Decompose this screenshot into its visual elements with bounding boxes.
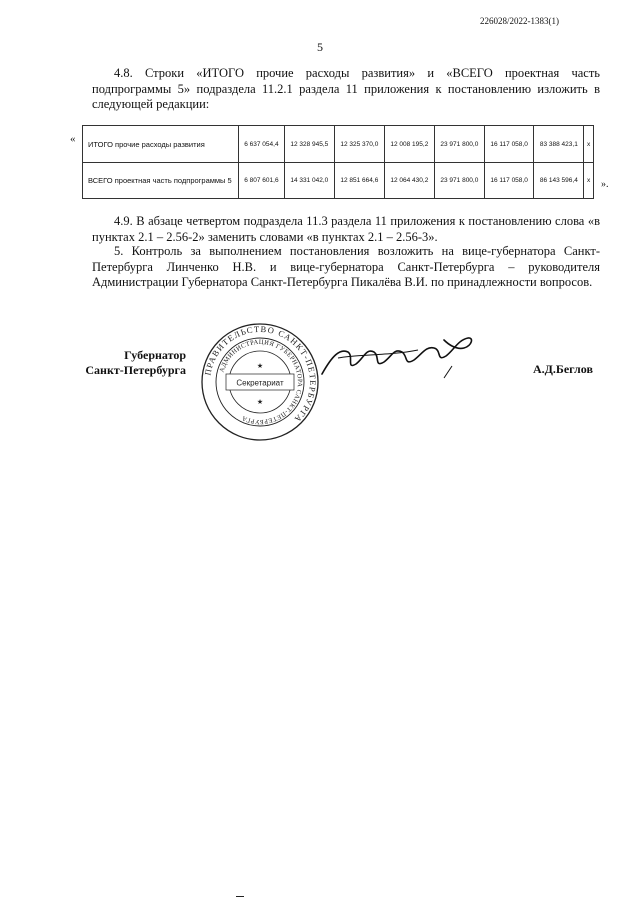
table-cell: 14 331 042,0 xyxy=(284,163,334,199)
table-cell: 6 807 601,6 xyxy=(239,163,285,199)
signer-title-line2: Санкт-Петербурга xyxy=(85,363,186,377)
table-cell: 83 388 423,1 xyxy=(534,126,584,163)
table-cell: 16 117 058,0 xyxy=(484,126,533,163)
table-row xyxy=(83,126,594,163)
table-cell: х xyxy=(584,163,594,199)
table-cell: 12 064 430,2 xyxy=(384,163,434,199)
amendment-table xyxy=(82,125,594,199)
table-row xyxy=(83,163,594,199)
document-id: 226028/2022-1383(1) xyxy=(480,16,559,26)
page-mark xyxy=(236,896,244,897)
seal-star-icon: ★ xyxy=(256,398,264,406)
row-label: ИТОГО прочие расходы развития xyxy=(83,126,239,163)
page-number: 5 xyxy=(317,40,323,54)
table-open-quote: « xyxy=(70,133,76,145)
table-cell: 23 971 800,0 xyxy=(434,163,484,199)
signer-title-line1: Губернатор xyxy=(124,348,186,362)
paragraph-4-9: 4.9. В абзаце четвертом подраздела 11.3 раздела 11 приложения к постановлению слова «в пунктах 2.1 – 2.56-2» заменить словами «в пунктах 2.1 – 2.56-3». xyxy=(92,214,600,244)
seal-star-icon: ★ xyxy=(256,362,264,370)
paragraph-4-8: 4.8. Строки «ИТОГО прочие расходы развития» и «ВСЕГО проектная часть подпрограммы 5» подраздела 11.2.1 раздела 11 приложения к постановлению изложить в следующей редакции: xyxy=(92,66,600,111)
table-cell: х xyxy=(584,126,594,163)
handwritten-signature xyxy=(318,326,478,382)
table-cell: 12 851 664,6 xyxy=(334,163,384,199)
table-cell: 86 143 596,4 xyxy=(534,163,584,199)
row-label: ВСЕГО проектная часть подпрограммы 5 xyxy=(83,163,239,199)
paragraph-5: 5. Контроль за выполнением постановления возложить на вице-губернатора Санкт-Петербурга Линченко Н.В. и вице-губернатора Санкт-Петербурга – руководителя Администрации Губернатора Санкт-Петербурга Пикалёва В.И. по принадлежности вопросов. xyxy=(92,244,600,289)
table-cell: 12 008 195,2 xyxy=(384,126,434,163)
seal-outer-text: ПРАВИТЕЛЬСТВО САНКТ-ПЕТЕРБУРГА xyxy=(202,323,319,425)
table-cell: 6 637 054,4 xyxy=(239,126,285,163)
seal-inner-text: АДМИНИСТРАЦИЯ ГУБЕРНАТОРА САНКТ-ПЕТЕРБУРГА xyxy=(218,338,304,426)
table-cell: 12 328 945,5 xyxy=(284,126,334,163)
table-close-quote: ». xyxy=(601,179,609,190)
table-cell: 16 117 058,0 xyxy=(484,163,533,199)
official-seal xyxy=(200,322,320,442)
table-cell: 12 325 370,0 xyxy=(334,126,384,163)
seal-center-text: Секретариат xyxy=(236,378,284,388)
table-cell: 23 971 800,0 xyxy=(434,126,484,163)
signer-title xyxy=(76,348,186,378)
signer-name: А.Д.Беглов xyxy=(533,362,593,376)
